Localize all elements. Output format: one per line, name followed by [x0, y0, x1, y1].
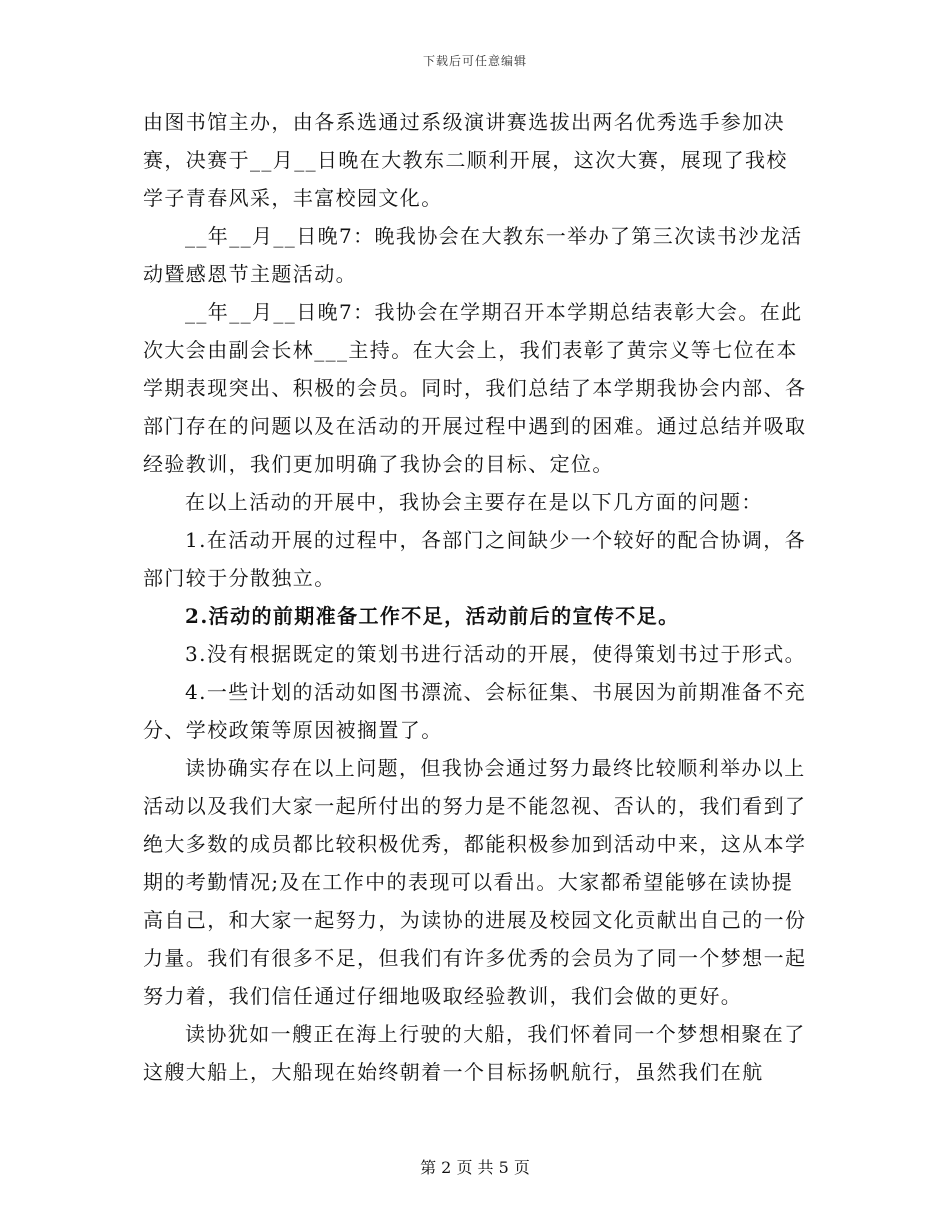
page-footer: 第 2 页 共 5 页 [420, 1158, 530, 1177]
paragraph-contest: 由图书馆主办，由各系选通过系级演讲赛选拔出两名优秀选手参加决赛，决赛于__月__日晚在大教东二顺利开展，这次大赛，展现了我校学子青春风采，丰富校园文化。 [143, 110, 788, 210]
page-header: 下载后可任意编辑 [422, 54, 527, 68]
paragraph-ship-metaphor: 读协犹如一艘正在海上行驶的大船，我们怀着同一个梦想相聚在了这艘大船上，大船现在始终朝着一个目标扬帆航行，虽然我们在航 [143, 1022, 806, 1084]
paragraph-summary-meeting: __年__月__日晚7：我协会在学期召开本学期总结表彰大会。在此次大会由副会长林___主持。在大会上，我们表彰了黄宗义等七位在本学期表现突出、积极的会员。同时，我们总结了本学期我协会内部、各部门存在的问题以及在活动的开展过程中遇到的困难。通过总结并吸取经验教训，我们更加明确了我协会的目标、定位。 [143, 300, 807, 476]
problem-item-4: 4.一些计划的活动如图书漂流、会标征集、书展因为前期准备不充分、学校政策等原因被搁置了。 [143, 680, 807, 742]
problem-item-1: 1.在活动开展的过程中，各部门之间缺少一个较好的配合协调，各部门较于分散独立。 [143, 528, 807, 590]
paragraph-problems-intro: 在以上活动的开展中，我协会主要存在是以下几方面的问题： [185, 490, 763, 514]
problem-item-3: 3.没有根据既定的策划书进行活动的开展，使得策划书过于形式。 [185, 642, 807, 666]
paragraph-salon: __年__月__日晚7：晚我协会在大教东一举办了第三次读书沙龙活动暨感恩节主题活动。 [143, 224, 803, 286]
problem-item-2: 2.活动的前期准备工作不足，活动前后的宣传不足。 [185, 604, 680, 628]
paragraph-reflection: 读协确实存在以上问题，但我协会通过努力最终比较顺利举办以上活动以及我们大家一起所付出的努力是不能忽视、否认的，我们看到了绝大多数的成员都比较积极优秀，都能积极参加到活动中来，这从本学期的考勤情况;及在工作中的表现可以看出。大家都希望能够在读协提高自己，和大家一起努力，为读协的进展及校园文化贡献出自己的一份力量。我们有很多不足，但我们有许多优秀的会员为了同一个梦想一起努力着，我们信任通过仔细地吸取经验教训，我们会做的更好。 [143, 756, 807, 1008]
body-text [143, 103, 808, 1091]
